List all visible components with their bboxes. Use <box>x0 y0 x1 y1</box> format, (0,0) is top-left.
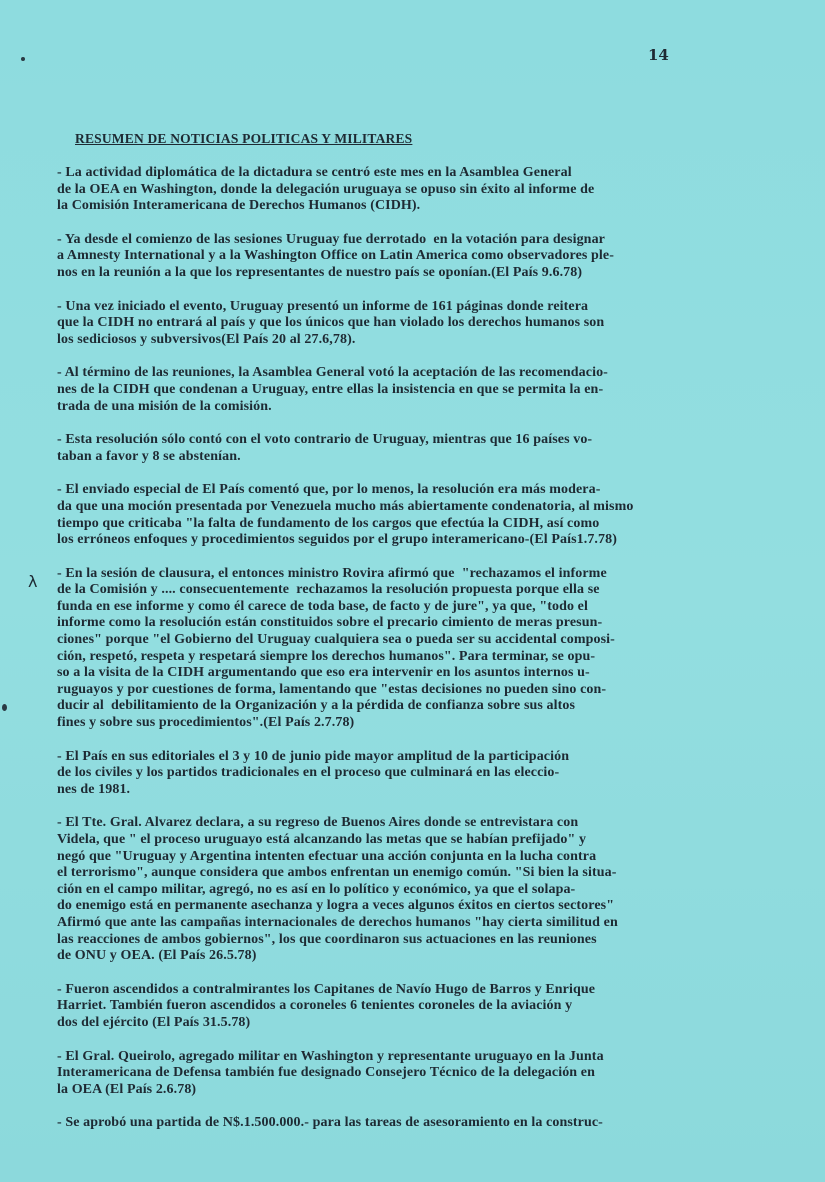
paragraph-promotions: - Fueron ascendidos a contralmirantes los Capitanes de Navío Hugo de Barros y Enrique Harriet. También fueron ascendidos a coroneles 6 tenientes coroneles de la aviación y dos del ejército (El País 31.5.78) <box>57 981 596 1030</box>
body-text <box>57 165 802 1149</box>
paragraph-uruguay-report: - Una vez iniciado el evento, Uruguay presentó un informe de 161 páginas donde reitera que la CIDH no entrará al país y que los únicos que han violado los derechos humanos son los sediciosos y subversivos(El País 20 al 27.6,78). <box>57 298 605 347</box>
paragraph-queirolo: - El Gral. Queirolo, agregado militar en Washington y representante uruguayo en la Junta Interamericana de Defensa también fue designado Consejero Técnico de la delegación en la OEA (El País 2.6.78) <box>57 1048 604 1097</box>
page-number: 14 <box>648 46 669 64</box>
paragraph-special-envoy: - El enviado especial de El País comentó que, por lo menos, la resolución era más modera- da que una moción presentada por Venezuela mucho más abiertamente condenatoria, al mismo tiempo que criticaba "la falta de fundamento de los cargos que efectúa la CIDH, así como los erróneos enfoques y procedimientos seguidos por el grupo interamericano-(El País1.7.78) <box>57 482 634 548</box>
paragraph-alvarez: - El Tte. Gral. Alvarez declara, a su regreso de Buenos Aires donde se entrevistara con Videla, que " el proceso uruguayo está alcanzando las metas que se habían prefijado" y negó que "Uruguay y Argentina intenten efectuar una acción conjunta en la lucha contra el terrorismo", aunque considera que ambos enfrentan un enemigo común. "Si bien la situa- ción en el campo militar, agregó, no es así en lo político y económico, ya que el solapa- do enemigo está en permanente asechanza y logra a veces algunos éxitos en ciertos sectores" Afirmó que ante las campañas internacionales de derechos humanos "hay cierta similitud en las reacciones de ambos gobiernos", los que coordinaron sus actuaciones en las reuniones de ONU y OEA. (El País 26.5.78) <box>57 815 618 964</box>
speck-mark <box>2 704 7 711</box>
paragraph-oea-assembly: - La actividad diplomática de la dictadura se centró este mes en la Asamblea General de la OEA en Washington, donde la delegación uruguaya se opuso sin éxito al informe de la Comisión Interamericana de Derechos Humanos (CIDH). <box>57 165 595 214</box>
paragraph-recommendations: - Al término de las reuniones, la Asamblea General votó la aceptación de las recomendacio- nes de la CIDH que condenan a Uruguay, entre ellas la insistencia en que se permita la en- trada de una misión de la comisión. <box>57 365 608 414</box>
paragraph-editorials: - El País en sus editoriales el 3 y 10 de junio pide mayor amplitud de la participación de los civiles y los partidos tradicionales en el proceso que culminará en las eleccio- nes de 1981. <box>57 748 570 797</box>
paragraph-observers-vote: - Ya desde el comienzo de las sesiones Uruguay fue derrotado en la votación para designar a Amnesty International y a la Washington Office on Latin America como observadores ple- nos en la reunión a la que los representantes de nuestro país se oponían.(El País 9.6.78) <box>57 231 614 280</box>
paragraph-closing-session: - En la sesión de clausura, el entonces ministro Rovira afirmó que "rechazamos el informe de la Comisión y .... consecuentemente rechazamos la resolución propuesta porque ella se funda en ese informe y como él carece de toda base, de facto y de jure", ya que, "todo el informe como la resolución están constituidos sobre el precario cimiento de meras presun- ciones" porque "el Gobierno del Uruguay cualquiera sea o pueda ser su accidental composi- ción, respetó, respeta y respetará siempre los derechos humanos". Para terminar, se opu- so a la visita de la CIDH argumentando que eso era intervenir en los asuntos internos u- ruguayos y por cuestiones de forma, lamentando que "estas decisiones no pueden sino con- ducir al debilitamiento de la Organización y a la pérdida de confianza sobre sus altos fines y sobre sus procedimientos".(El País 2.7.78) <box>57 565 615 731</box>
paragraph-vote-count: - Esta resolución sólo contó con el voto contrario de Uruguay, mientras que 16 países vo- taban a favor y 8 se abstenían. <box>57 432 593 464</box>
section-heading: RESUMEN DE NOTICIAS POLITICAS Y MILITARES <box>75 131 413 146</box>
speck-mark <box>21 57 25 61</box>
handwritten-margin-mark: λ <box>28 572 38 591</box>
paragraph-budget: - Se aprobó una partida de N$.1.500.000.- para las tareas de asesoramiento en la construc- <box>57 1115 603 1131</box>
